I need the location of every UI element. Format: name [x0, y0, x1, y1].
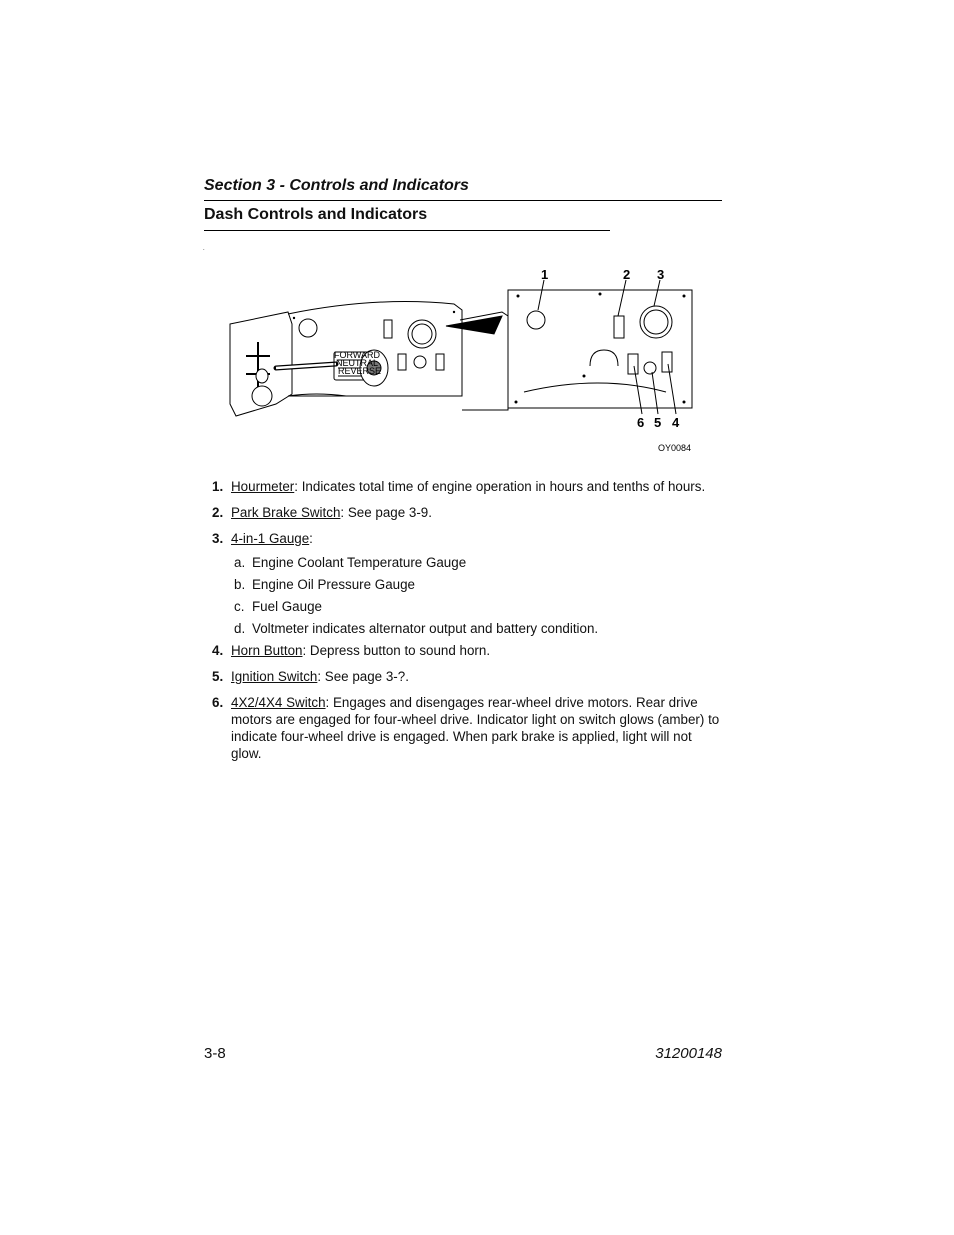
- item-term: Hourmeter: [231, 479, 295, 494]
- dash-illustration: [226, 264, 696, 456]
- dash-controls-figure: [226, 264, 696, 456]
- list-item: [212, 668, 724, 685]
- callout-3: 3: [657, 267, 665, 282]
- four-in-one-gauge: [640, 306, 672, 338]
- list-item: [212, 530, 724, 547]
- item-text: : Engages and disengages rear-wheel drive motors. Rear drive motors are engaged for four-wheel drive. Indicator light on switch glows (amber) to indicate four-wheel drive is engaged. When park brake is applied, light will not glow.: [231, 695, 720, 761]
- park-brake-switch: [614, 316, 624, 338]
- drive-switch-small: [398, 354, 406, 370]
- callout-4: 4: [672, 415, 680, 430]
- section-title: Section 3 - Controls and Indicators: [204, 177, 469, 194]
- item-term: Park Brake Switch: [231, 505, 341, 520]
- subsection-title: Dash Controls and Indicators: [204, 206, 428, 223]
- item-body: [231, 668, 724, 685]
- figure-code: OY0084: [658, 443, 692, 453]
- item-number: 4.: [212, 643, 224, 658]
- sub-text: Fuel Gauge: [252, 599, 322, 614]
- shifter-label-neutral: NEUTRAL: [336, 358, 379, 368]
- ignition-small: [414, 356, 426, 368]
- list-item: [212, 504, 724, 521]
- sub-letter: c.: [234, 599, 245, 614]
- list-item: [212, 478, 724, 495]
- sub-letter: a.: [234, 555, 246, 570]
- item-text: :: [309, 531, 313, 546]
- callout-6: 6: [637, 415, 645, 430]
- item-number: 5.: [212, 669, 224, 684]
- sub-text: Engine Oil Pressure Gauge: [252, 577, 416, 592]
- zoomed-dash-panel: [508, 290, 692, 408]
- horn-button: [662, 352, 672, 372]
- item-number: 3.: [212, 531, 224, 546]
- joystick-ball: [256, 369, 268, 383]
- section-rule: [204, 200, 722, 201]
- sub-item: [234, 620, 724, 637]
- joystick-gate: [246, 342, 270, 392]
- sub-item: [234, 554, 724, 571]
- item-body: [231, 694, 724, 762]
- callout-2: 2: [623, 267, 631, 282]
- item-body: [231, 642, 724, 659]
- item-text: : See page 3-?.: [317, 669, 409, 684]
- horn-switch-small: [436, 354, 444, 370]
- item-term: Horn Button: [231, 643, 303, 658]
- item-number: 1.: [212, 479, 224, 494]
- page-number: 3-8: [204, 1045, 226, 1062]
- panel-notch: [590, 350, 618, 366]
- park-brake-switch-small: [384, 320, 392, 338]
- sub-text: Voltmeter indicates alternator output and battery condition.: [252, 621, 599, 636]
- item-body: [231, 478, 724, 495]
- item-text: : See page 3-9.: [340, 505, 432, 520]
- hourmeter-small: [299, 319, 317, 337]
- sub-letter: b.: [234, 577, 246, 592]
- item-term: 4-in-1 Gauge: [231, 531, 310, 546]
- shifter-label-forward: FORWARD: [334, 350, 380, 360]
- joystick-knob: [252, 386, 272, 406]
- sub-item: [234, 598, 724, 615]
- callout-5: 5: [654, 415, 662, 430]
- doc-number: 31200148: [655, 1045, 722, 1062]
- callout-1: 1: [541, 267, 549, 282]
- item-term: 4X2/4X4 Switch: [231, 695, 326, 710]
- list-item: [212, 694, 724, 762]
- item-text: : Indicates total time of engine operation in hours and tenths of hours.: [294, 479, 706, 494]
- drive-mode-switch: [628, 354, 638, 374]
- stray-mark: .: [203, 246, 205, 252]
- list-item: [212, 642, 724, 659]
- item-body: [231, 530, 724, 547]
- shifter-label-reverse: REVERSE: [338, 366, 382, 376]
- item-number: 6.: [212, 695, 224, 710]
- item-list: [212, 478, 724, 771]
- item-text: : Depress button to sound horn.: [302, 643, 491, 658]
- gauge-sublist: [234, 554, 724, 637]
- item-body: [231, 504, 724, 521]
- sub-text: Engine Coolant Temperature Gauge: [252, 555, 467, 570]
- subsection-rule: [204, 230, 610, 231]
- sub-letter: d.: [234, 621, 246, 636]
- ignition-switch: [644, 362, 656, 374]
- hourmeter: [527, 311, 545, 329]
- item-number: 2.: [212, 505, 224, 520]
- sub-item: [234, 576, 724, 593]
- item-term: Ignition Switch: [231, 669, 318, 684]
- connector-arrow: [446, 316, 502, 334]
